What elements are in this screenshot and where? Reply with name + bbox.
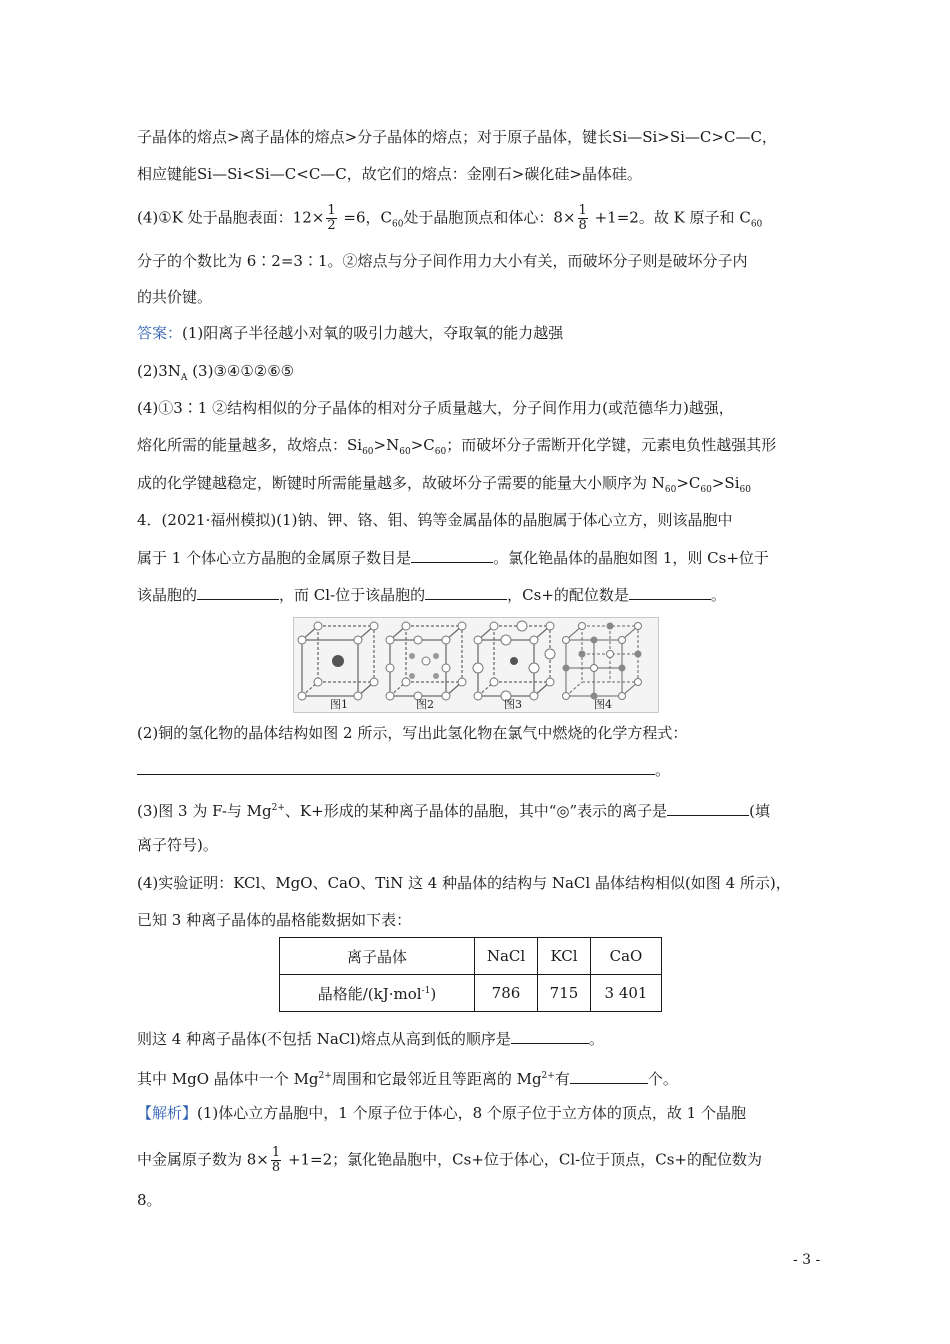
text-seg: 熔化所需的能量越多，故熔点：Si [137,436,363,454]
figure-3-label: 图3 [504,698,522,711]
text-seg: (1)阳离子半径越小对氧的吸引力越大，夺取氧的能力越强 [182,324,564,342]
superscript: 2+ [271,803,285,813]
text-seg: >N [373,436,400,454]
table-cell: 3 401 [591,975,662,1012]
circle-symbol: ◎ [556,802,570,820]
table-row [280,975,662,1012]
text-seg: 晶格能/(kJ·mol [317,984,422,1003]
text-line [137,435,776,462]
answer-blank[interactable] [197,585,279,600]
crystal-figures [293,617,659,713]
fraction-eighth [271,1146,281,1175]
text-seg: (填 [749,802,770,820]
subscript: 60 [434,447,447,457]
text-seg: 。 [588,1030,604,1048]
figure-4-cell [566,626,638,696]
fraction-denominator: 8 [271,1160,281,1175]
text-seg: (1)体心立方晶胞中，1 个原子位于体心，8 个原子位于立方体的顶点，故 1 个晶胞 [197,1104,746,1122]
table-header-cell: NaCl [475,938,538,975]
table-header-cell: 离子晶体 [280,938,475,975]
answer-blank[interactable] [425,585,507,600]
text-seg: 周围和它最邻近且等距离的 Mg [331,1070,542,1088]
fraction-numerator: 1 [578,203,587,218]
analysis-label: 【解析】 [137,1104,198,1122]
text-seg: ，而 Cl-位于该晶胞的 [279,586,426,604]
subscript: 60 [399,447,411,457]
text-seg: 中金属原子数为 8× [137,1150,269,1169]
text-seg: ) [430,984,437,1003]
text-line: (2)铜的氢化物的晶体结构如图 2 所示，写出此氢化物在氯气中燃烧的化学方程式： [137,724,688,742]
answer-blank[interactable] [411,548,493,563]
answer-label: 答案： [137,324,183,342]
text-seg: 个。 [647,1070,678,1088]
text-seg: 有 [554,1070,570,1088]
answer-blank[interactable] [629,585,711,600]
fraction-half [326,204,336,233]
figure-3-center-atom [510,657,518,665]
text-line [137,204,762,235]
text-seg: 成的化学键越稳定，断键时所需能量越多，故破坏分子需要的能量大小顺序为 N [137,474,665,492]
crystal-figures-svg [294,618,658,712]
text-line: 已知 3 种离子晶体的晶格能数据如下表： [137,911,412,929]
text-seg: (4)①K 处于晶胞表面：12× [137,208,325,227]
superscript: 2+ [541,1071,555,1081]
text-line: 离子符号)。 [137,836,218,854]
page-number: - 3 - [793,1252,821,1268]
lattice-energy-table [279,937,662,1012]
text-line: 4．(2021·福州模拟)(1)钠、钾、铬、钼、钨等金属晶体的晶胞属于体心立方，则该晶胞中 [137,511,733,529]
text-line [137,323,563,343]
text-seg: (2)3N [137,362,181,380]
table-header-cell: KCl [538,938,591,975]
text-seg: ”表示的离子是 [569,802,668,820]
subscript: 60 [750,219,763,230]
text-seg: 。 [655,761,671,779]
text-line: (4)①3∶1 ②结构相似的分子晶体的相对分子质量越大，分子间作用力(或范德华力)越强， [137,399,734,417]
text-line [137,1029,604,1049]
text-seg: 、K+形成的某种离子晶体的晶胞，其中“ [284,802,557,820]
text-line: 子晶体的熔点>离子晶体的熔点>分子晶体的熔点；对于原子晶体，键长Si—Si>Si—C>C—C， [137,128,777,146]
figure-1-label: 图1 [330,698,348,711]
text-line [137,760,670,780]
text-line [137,548,769,568]
text-seg: 则这 4 种离子晶体(不包括 NaCl)熔点从高到低的顺序是 [137,1030,511,1048]
answer-blank[interactable] [511,1029,589,1044]
text-seg: >C [676,474,701,492]
fraction-eighth [578,204,588,233]
figure-4-label: 图4 [594,698,612,711]
text-line [137,473,751,500]
answer-blank[interactable] [667,801,749,816]
table-header-row [280,938,662,975]
text-seg: >C [410,436,435,454]
table-cell: 715 [538,975,591,1012]
text-seg: ，Cs+的配位数是 [507,586,629,604]
subscript: 60 [391,219,404,230]
figure-2-label: 图2 [416,698,434,711]
text-seg: (3)图 3 为 F-与 Mg [137,802,272,820]
subscript: 60 [700,485,712,495]
subscript: A [180,373,188,383]
figure-4-atoms-light [563,623,642,700]
text-line: 8。 [137,1191,162,1209]
subscript: 60 [362,447,374,457]
text-line [137,361,294,388]
figure-1-center-atom [332,655,344,667]
text-seg: 处于晶胞顶点和体心：8× [403,208,576,227]
text-line [137,1146,762,1175]
text-line: 相应键能Si—Si<Si—C<C—C，故它们的熔点：金刚石>碳化硅>晶体硅。 [137,165,642,183]
superscript: 2+ [318,1071,332,1081]
text-seg: 该晶胞的 [137,586,198,604]
equation-blank[interactable] [137,760,655,775]
text-seg: ；而破坏分子需断开化学键，元素电负性越强其形 [446,436,777,454]
superscript: -1 [421,985,431,996]
text-seg: 其中 MgO 晶体中一个 Mg [137,1070,319,1088]
text-line [137,798,770,821]
text-seg: (3)③④①②⑥⑤ [187,362,295,380]
fraction-denominator: 2 [327,218,336,233]
answer-blank[interactable] [570,1069,648,1084]
text-seg: 属于 1 个体心立方晶胞的金属原子数目是 [137,549,412,567]
table-cell: 786 [475,975,538,1012]
text-seg: =6，C [338,208,392,227]
fraction-denominator: 8 [578,218,587,233]
text-seg: >Si [711,474,740,492]
text-line [137,1103,746,1123]
text-line: 的共价键。 [137,288,213,306]
text-seg: +1=2。故 K 原子和 C [589,208,751,227]
table-row-label [280,975,475,1012]
subscript: 60 [739,485,751,495]
text-seg: 。氯化铯晶体的晶胞如图 1，则 Cs+位于 [493,549,769,567]
fraction-numerator: 1 [271,1145,281,1160]
text-seg: 。 [710,586,726,604]
text-seg: +1=2；氯化铯晶胞中，Cs+位于体心，Cl-位于顶点，Cs+的配位数为 [283,1150,762,1169]
text-line [137,1066,678,1089]
fraction-numerator: 1 [327,203,336,218]
text-line: (4)实验证明：KCl、MgO、CaO、TiN 这 4 种晶体的结构与 NaCl 晶体结构相似(如图 4 所示)， [137,874,791,892]
text-line: 分子的个数比为 6∶2=3∶1。②熔点与分子间作用力大小有关，而破坏分子则是破坏分子内 [137,252,748,270]
figure-4-atoms-dark [563,623,642,700]
subscript: 60 [664,485,677,495]
figure-2-inner-atoms [409,653,439,679]
table-header-cell: CaO [591,938,662,975]
text-line [137,585,726,605]
